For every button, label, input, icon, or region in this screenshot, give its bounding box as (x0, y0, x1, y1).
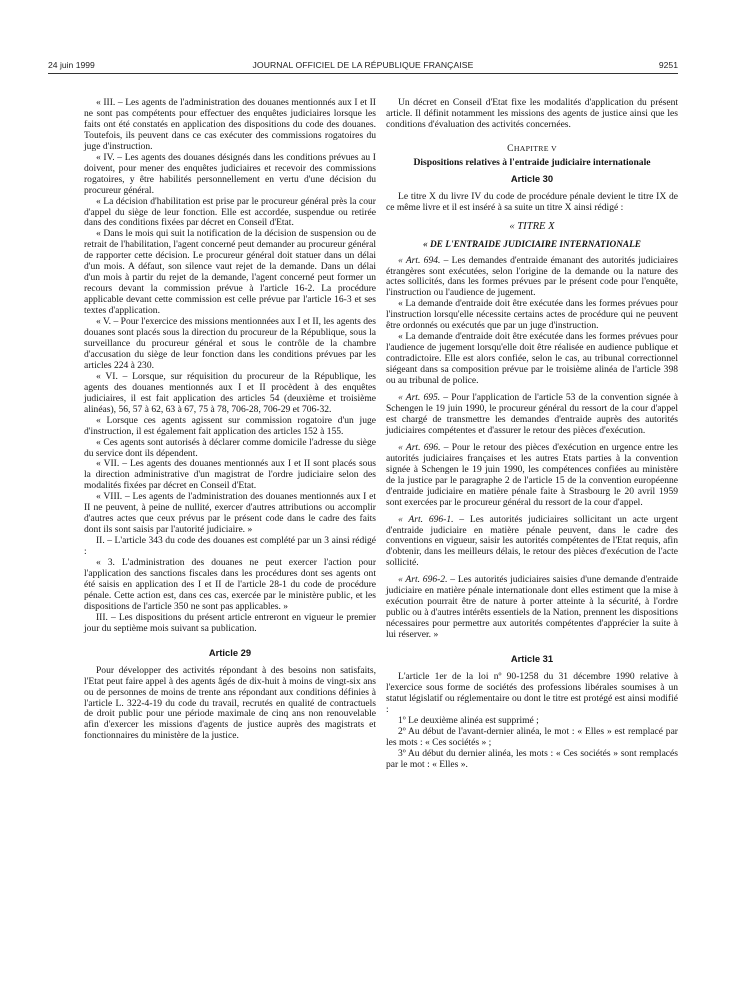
paragraph: Le titre X du livre IV du code de procédure pénale devient le titre IX de ce même livre et il est inséré à sa suite un titre X ainsi rédigé : (386, 190, 678, 213)
chapter-initial: C (507, 142, 514, 154)
paragraph: Un décret en Conseil d'Etat fixe les modalités d'application du présent article. Il définit notamment les missions des agents de justice ainsi que les conditions d'évaluation des activités concernées. (386, 97, 678, 130)
header-date: 24 juin 1999 (48, 60, 95, 70)
journal-title: JOURNAL OFFICIEL DE LA RÉPUBLIQUE FRANÇAISE (252, 60, 474, 70)
running-header (48, 60, 678, 72)
article-ref: « Art. 696-2. (398, 574, 448, 586)
paragraph: « III. – Les agents de l'administration des douanes mentionnés aux I et II ne sont pas compétents pour effectuer des enquêtes judiciaires lorsque les faits ont été constatés en application des dispositions du code des douanes. Toutefois, ils peuvent dans ce cas exécuter des commissions rogatoires du juge d'instruction. (84, 97, 376, 152)
article-text: – Pour le retour des pièces d'exécution en urgence entre les autorités judiciaires françaises et les autres Etats parties à la convention signée à Schengen le 19 juin 1990, les compétences confiées au ministère de la justice par le paragraphe 2 de l'article 15 de la convention européenne d'entraide judiciaire en matière pénale faite à Strasbourg le 20 avril 1959 sont exercées par le procureur général du ressort de la cour d'appel. (386, 441, 678, 508)
article-heading: Article 30 (510, 172, 554, 184)
right-column (386, 98, 678, 771)
titre-heading: « TITRE X (509, 220, 555, 232)
paragraph: « VII. – Les agents des douanes mentionnés aux I et II sont placés sous la direction administrative d'un magistrat de l'ordre judiciaire selon des modalités fixées par décret en Conseil d'Etat. (84, 458, 376, 492)
paragraph: « V. – Pour l'exercice des missions mentionnées aux I et II, les agents des douanes sont placés sous la direction du procureur de la République, sous la surveillance du procureur général et sous le contrôle de la chambre d'accusation du siège de leur fonction dans les conditions prévues par les articles 224 à 230. (84, 316, 376, 371)
paragraph: « IV. – Les agents des douanes désignés dans les conditions prévues au I doivent, pour mener des enquêtes judiciaires et recevoir des commissions rogatoires, y être habilités personnellement en vertu d'une décision du procureur général. (84, 151, 376, 196)
left-column (84, 98, 376, 742)
paragraph: « La demande d'entraide doit être exécutée dans les formes prévues pour l'audience de jugement lorsqu'elle doit être réalisée en audience publique et contradictoire. Elle est alors confiée, selon le cas, au tribunal correctionnel siégeant dans sa composition prévue par le troisième alinéa de l'article 398 ou au tribunal de police. (386, 331, 678, 387)
paragraph: « La demande d'entraide doit être exécutée dans les formes prévues pour l'instruction lorsqu'elle nécessite certains actes de procédure qui ne peuvent être ordonnés ou exécutés que par un juge d'instruction. (386, 298, 678, 332)
header-rule (48, 73, 678, 74)
article-heading: Article 31 (510, 653, 554, 665)
paragraph: « Dans le mois qui suit la notification de la décision de suspension ou de retrait de l'habilitation, l'agent concerné peut demander au procureur général de rapporter cette décision. Le procureur général doit statuer dans un délai d'un mois. A défaut, son silence vaut rejet de la demande. Dans un délai d'un mois à partir du rejet de la demande, l'agent concerné peut former un recours devant la commission prévue à l'article 16-2. La procédure applicable devant cette commission est celle prévue par l'article 16-3 et ses textes d'application. (84, 228, 376, 317)
article-heading: Article 29 (208, 646, 252, 658)
paragraph: 1º Le deuxième alinéa est supprimé ; (398, 714, 539, 726)
article-ref: « Art. 696-1. (398, 513, 454, 525)
paragraph: « Lorsque ces agents agissent sur commission rogatoire d'un juge d'instruction, il est également fait application des articles 152 à 155. (84, 414, 376, 437)
chapter-title: Dispositions relatives à l'entraide judiciaire internationale (413, 156, 651, 168)
paragraph: 2º Au début de l'avant-dernier alinéa, le mot : « Elles » est remplacé par les mots : « Ces sociétés » ; (386, 725, 678, 748)
article-ref: « Art. 694. (398, 254, 441, 266)
paragraph: « VIII. – Les agents de l'administration des douanes mentionnés aux I et II ne peuvent, à peine de nullité, exercer d'autres attributions ou accomplir d'autres actes que ceux prévus par le présent code dans le cadre des faits dont ils sont saisis par l'autorité judiciaire. » (84, 491, 376, 536)
page-number: 9251 (658, 60, 678, 70)
paragraph: 3º Au début du dernier alinéa, les mots : « Ces sociétés » sont remplacés par le mot : « Elles ». (386, 747, 678, 770)
article-text: – Les autorités judiciaires sollicitant un acte urgent d'entraide judiciaire en matière pénale peuvent, dans le cadre des conventions en vigueur, saisir les autorités compétentes de l'Etat requis, afin d'obtenir, dans les meilleurs délais, le retour des pièces d'exécution de l'acte sollicité. (386, 513, 678, 569)
paragraph: « VI. – Lorsque, sur réquisition du procureur de la République, les agents des douanes mentionnés aux I et II procèdent à des enquêtes judiciaires, il est fait application des articles 54 (deuxième et troisième alinéas), 56, 57 à 62, 63 à 67, 75 à 78, 706-28, 706-29 et 706-32. (84, 370, 376, 415)
chapter-label: HAPITRE V (513, 143, 557, 153)
paragraph: « La décision d'habilitation est prise par le procureur général près la cour d'appel du siège de leur fonction. Elle est accordée, suspendue ou retirée dans des conditions fixées par décret en Conseil d'Etat. (84, 195, 376, 229)
article-695 (386, 393, 678, 437)
article-696-1 (386, 515, 678, 570)
article-ref: « Art. 695. (398, 392, 441, 404)
article-text: – Pour l'application de l'article 53 de la convention signée à Schengen le 19 juin 1990, le procureur général du ressort de la cour d'appel est chargé de transmettre les demandes d'entraide auprès des autorités judiciaires compétentes et d'assurer le retour des pièces d'exécution. (386, 392, 678, 436)
paragraph: « Ces agents sont autorisés à déclarer comme domicile l'adresse du siège du service dont ils dépendent. (84, 436, 376, 459)
article-ref: « Art. 696. (398, 441, 441, 453)
titre-subheading: « DE L'ENTRAIDE JUDICIAIRE INTERNATIONALE (422, 239, 641, 250)
paragraph: L'article 1er de la loi nº 90-1258 du 31 décembre 1990 relative à l'exercice sous forme de sociétés des professions libérales soumises à un statut législatif ou réglementaire ou dont le titre est protégé est ainsi modifié : (386, 670, 678, 715)
paragraph: III. – Les dispositions du présent article entreront en vigueur le premier jour du septième mois suivant sa publication. (84, 611, 376, 634)
article-696 (386, 443, 678, 509)
chapter-heading (386, 144, 678, 155)
article-696-2 (386, 575, 678, 641)
paragraph: « 3. L'administration des douanes ne peut exercer l'action pour l'application des sanctions fiscales dans les procédures dont ses agents ont été saisis en application des I et II de l'article 28-1 du code de procédure pénale. Cette action est, dans ces cas, exercée par le ministère public, et les dispositions de l'article 350 ne sont pas applicables. » (84, 557, 376, 612)
paragraph: II. – L'article 343 du code des douanes est complété par un 3 ainsi rédigé : (84, 535, 376, 558)
article-text: – Les demandes d'entraide émanant des autorités judiciaires étrangères sont exécutées, selon l'origine de la demande ou la nature des actes sollicités, dans les formes prévues par le présent code pour l'enquête, l'instruction ou l'audience de jugement. (386, 254, 679, 299)
paragraph: Pour développer des activités répondant à des besoins non satisfaits, l'Etat peut faire appel à des agents âgés de dix-huit à moins de vingt-six ans ou de personnes de moins de trente ans répondant aux conditions définies à l'article L. 322-4-19 du code du travail, recrutés en qualité de contractuels de droit public pour une période maximale de cinq ans non renouvelable afin d'exercer les missions d'agents de justice auprès des magistrats et fonctionnaires du ministère de la justice. (84, 664, 376, 742)
article-694 (386, 256, 678, 300)
article-text: – Les autorités judiciaires saisies d'une demande d'entraide judiciaire en matière pénale internationale dont elles estiment que la mise à exécution pourrait être de nature à porter atteinte à la sécurité, à l'ordre public ou à d'autres intérêts essentiels de la Nation, prennent les dispositions nécessaires pour permettre aux autorités compétentes d'apprécier la suite à lui réserver. » (386, 574, 679, 641)
